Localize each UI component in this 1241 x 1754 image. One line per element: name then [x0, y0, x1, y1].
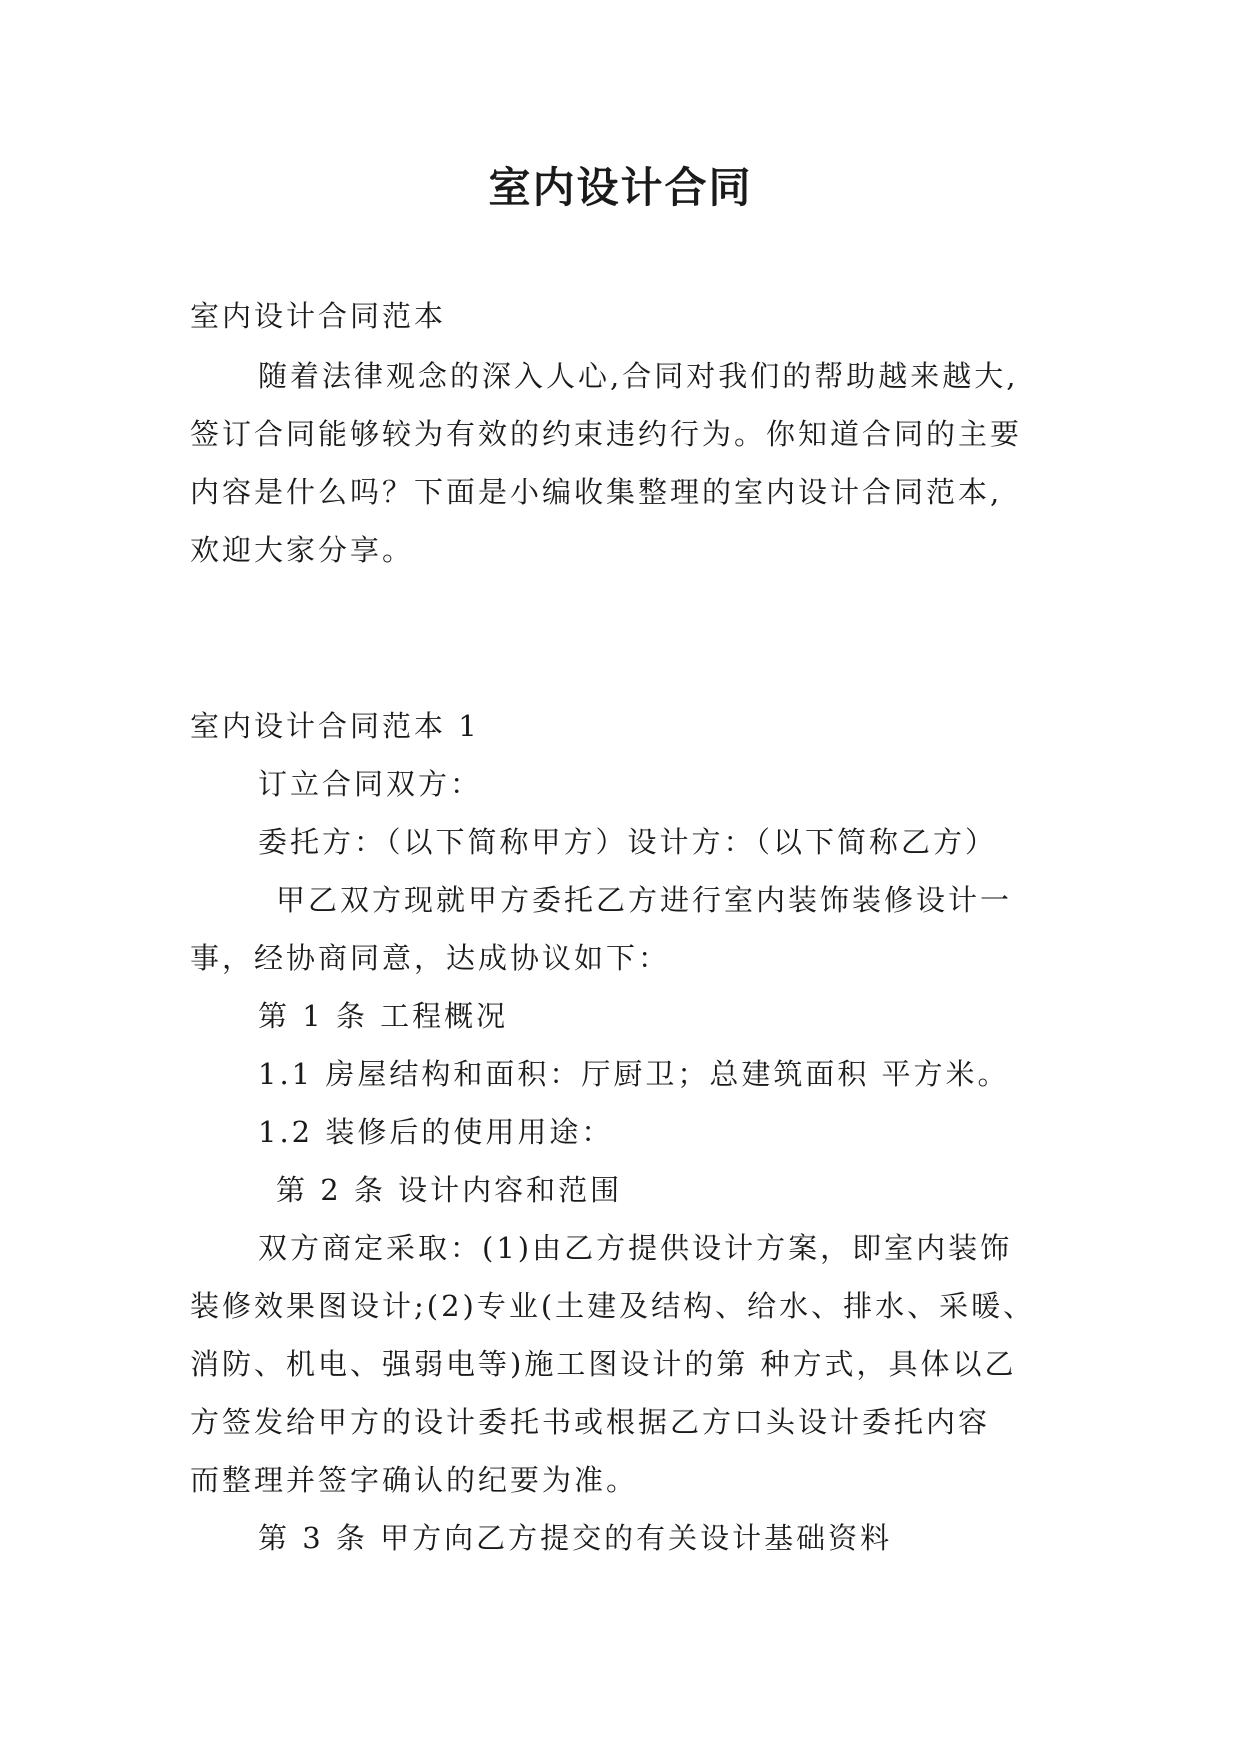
section-heading: 室内设计合同范本	[190, 299, 447, 333]
body-line: 甲乙双方现就甲方委托乙方进行室内装饰装修设计一	[276, 883, 1013, 917]
body-line: 而整理并签字确认的纪要为准。	[190, 1463, 639, 1497]
document-title: 室内设计合同	[488, 163, 753, 212]
body-line: 1.1 房屋结构和面积：厅厨卫；总建筑面积 平方米。	[258, 1057, 1010, 1091]
body-line: 委托方：（以下简称甲方）设计方：（以下简称乙方）	[258, 825, 998, 859]
intro-line-4: 欢迎大家分享。	[190, 533, 415, 567]
intro-line-3: 内容是什么吗？下面是小编收集整理的室内设计合同范本,	[190, 475, 1003, 509]
section-heading-2: 室内设计合同范本 1	[190, 709, 480, 743]
clause-heading: 第 1 条 工程概况	[258, 999, 509, 1033]
body-line: 订立合同双方：	[258, 767, 483, 801]
body-line: 双方商定采取：(1)由乙方提供设计方案，即室内装饰	[258, 1231, 1013, 1265]
clause-heading: 第 2 条 设计内容和范围	[276, 1173, 623, 1207]
intro-line-1: 随着法律观念的深入人心,合同对我们的帮助越来越大,	[258, 359, 1019, 393]
intro-line-2: 签订合同能够较为有效的约束违约行为。你知道合同的主要	[190, 417, 1023, 451]
body-line: 方签发给甲方的设计委托书或根据乙方口头设计委托内容	[190, 1405, 991, 1439]
body-line: 装修效果图设计;(2)专业(土建及结构、给水、排水、采暖、	[190, 1289, 1036, 1323]
body-line: 事，经协商同意，达成协议如下：	[190, 941, 671, 975]
body-line: 1.2 装修后的使用用途：	[258, 1115, 614, 1149]
clause-heading: 第 3 条 甲方向乙方提交的有关设计基础资料	[258, 1521, 893, 1555]
body-line: 消防、机电、强弱电等)施工图设计的第 种方式，具体以乙	[190, 1347, 1017, 1381]
